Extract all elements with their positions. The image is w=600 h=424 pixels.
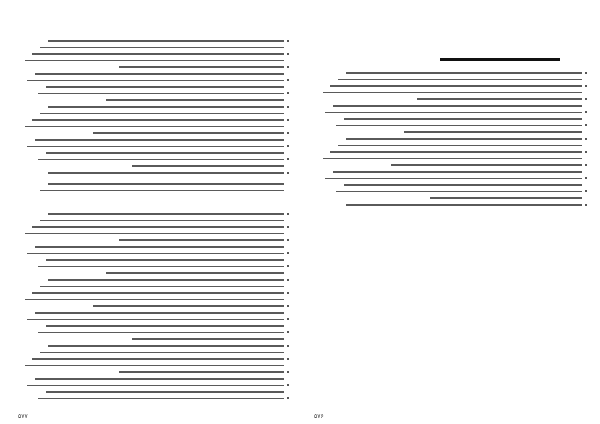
bullet-mark	[287, 213, 289, 215]
bullet-mark	[287, 265, 289, 267]
text-line	[330, 151, 582, 153]
bullet-mark	[287, 172, 289, 174]
text-line	[132, 165, 284, 167]
text-line	[25, 233, 284, 235]
text-line	[338, 145, 582, 147]
text-line	[25, 60, 284, 62]
text-line	[40, 113, 284, 115]
bullet-mark	[585, 98, 587, 100]
bullet-mark	[287, 53, 289, 55]
text-line	[46, 86, 284, 88]
text-line	[25, 126, 284, 128]
bullet-mark	[287, 252, 289, 254]
text-line	[346, 72, 582, 74]
bullet-mark	[287, 79, 289, 81]
text-line	[346, 204, 582, 206]
bullet-mark	[287, 331, 289, 333]
bullet-mark	[287, 318, 289, 320]
text-line	[391, 164, 582, 166]
bullet-mark	[287, 239, 289, 241]
bullet-mark	[287, 371, 289, 373]
text-line	[119, 371, 284, 373]
text-line	[48, 106, 284, 108]
bullet-mark	[585, 204, 587, 206]
page-number: ۵۷۷	[18, 413, 28, 420]
text-line	[323, 158, 582, 160]
text-line	[46, 391, 284, 393]
text-line	[38, 93, 284, 95]
text-line	[48, 40, 284, 42]
bullet-mark	[585, 164, 587, 166]
bullet-mark	[287, 279, 289, 281]
text-line	[336, 125, 582, 127]
text-line	[32, 292, 284, 294]
bullet-mark	[287, 40, 289, 42]
text-line	[119, 66, 284, 68]
text-line	[333, 105, 582, 107]
text-line	[338, 79, 582, 81]
text-line	[27, 319, 284, 321]
text-line	[25, 365, 284, 367]
bullet-mark	[585, 177, 587, 179]
bullet-mark	[585, 124, 587, 126]
text-line	[27, 385, 284, 387]
text-line	[38, 266, 284, 268]
chapter-heading-bar	[440, 58, 560, 61]
text-line	[32, 226, 284, 228]
text-line	[32, 53, 284, 55]
bullet-mark	[585, 138, 587, 140]
text-line	[132, 338, 284, 340]
text-line	[48, 183, 284, 185]
bullet-mark	[287, 358, 289, 360]
bullet-mark	[287, 132, 289, 134]
text-line	[40, 286, 284, 288]
text-line	[346, 138, 582, 140]
text-line	[404, 131, 582, 133]
text-line	[48, 172, 284, 174]
text-line	[106, 99, 284, 101]
text-line	[35, 246, 284, 248]
text-line	[48, 345, 284, 347]
text-line	[25, 299, 284, 301]
text-line	[32, 358, 284, 360]
text-line	[38, 332, 284, 334]
bullet-mark	[585, 151, 587, 153]
text-line	[27, 80, 284, 82]
page-number: ۵۷۶	[314, 413, 324, 420]
text-line	[40, 47, 284, 49]
text-line	[417, 98, 582, 100]
text-line	[46, 259, 284, 261]
text-line	[106, 272, 284, 274]
text-line	[333, 171, 582, 173]
bullet-mark	[287, 345, 289, 347]
text-line	[40, 220, 284, 222]
text-block-bottom	[22, 213, 284, 404]
text-line	[48, 279, 284, 281]
text-block-top	[22, 40, 284, 179]
bullet-mark	[585, 72, 587, 74]
text-line	[35, 73, 284, 75]
text-line	[32, 119, 284, 121]
bullet-mark	[287, 92, 289, 94]
bullet-mark	[287, 226, 289, 228]
bullet-mark	[287, 66, 289, 68]
bullet-mark	[287, 384, 289, 386]
text-line	[35, 378, 284, 380]
text-line	[430, 197, 582, 199]
text-line	[93, 305, 284, 307]
bullet-mark	[585, 111, 587, 113]
text-line	[325, 178, 582, 180]
bullet-mark	[287, 106, 289, 108]
text-line	[330, 85, 582, 87]
text-block-middle	[22, 183, 284, 196]
bullet-mark	[287, 397, 289, 399]
text-line	[93, 132, 284, 134]
right-page	[300, 0, 600, 424]
text-line	[38, 159, 284, 161]
text-line	[344, 184, 582, 186]
bullet-mark	[585, 85, 587, 87]
text-line	[40, 190, 284, 192]
text-line	[46, 325, 284, 327]
bullet-mark	[287, 158, 289, 160]
text-line	[323, 92, 582, 94]
text-line	[35, 312, 284, 314]
text-line	[344, 118, 582, 120]
text-line	[48, 213, 284, 215]
text-line	[38, 398, 284, 400]
text-line	[336, 191, 582, 193]
text-line	[119, 239, 284, 241]
bullet-mark	[287, 292, 289, 294]
bullet-mark	[287, 145, 289, 147]
text-line	[27, 146, 284, 148]
text-line	[325, 112, 582, 114]
text-line	[35, 139, 284, 141]
bullet-mark	[287, 305, 289, 307]
text-block-body	[320, 72, 582, 211]
text-line	[40, 352, 284, 354]
text-line	[27, 253, 284, 255]
text-line	[46, 152, 284, 154]
bullet-mark	[585, 190, 587, 192]
bullet-mark	[287, 119, 289, 121]
